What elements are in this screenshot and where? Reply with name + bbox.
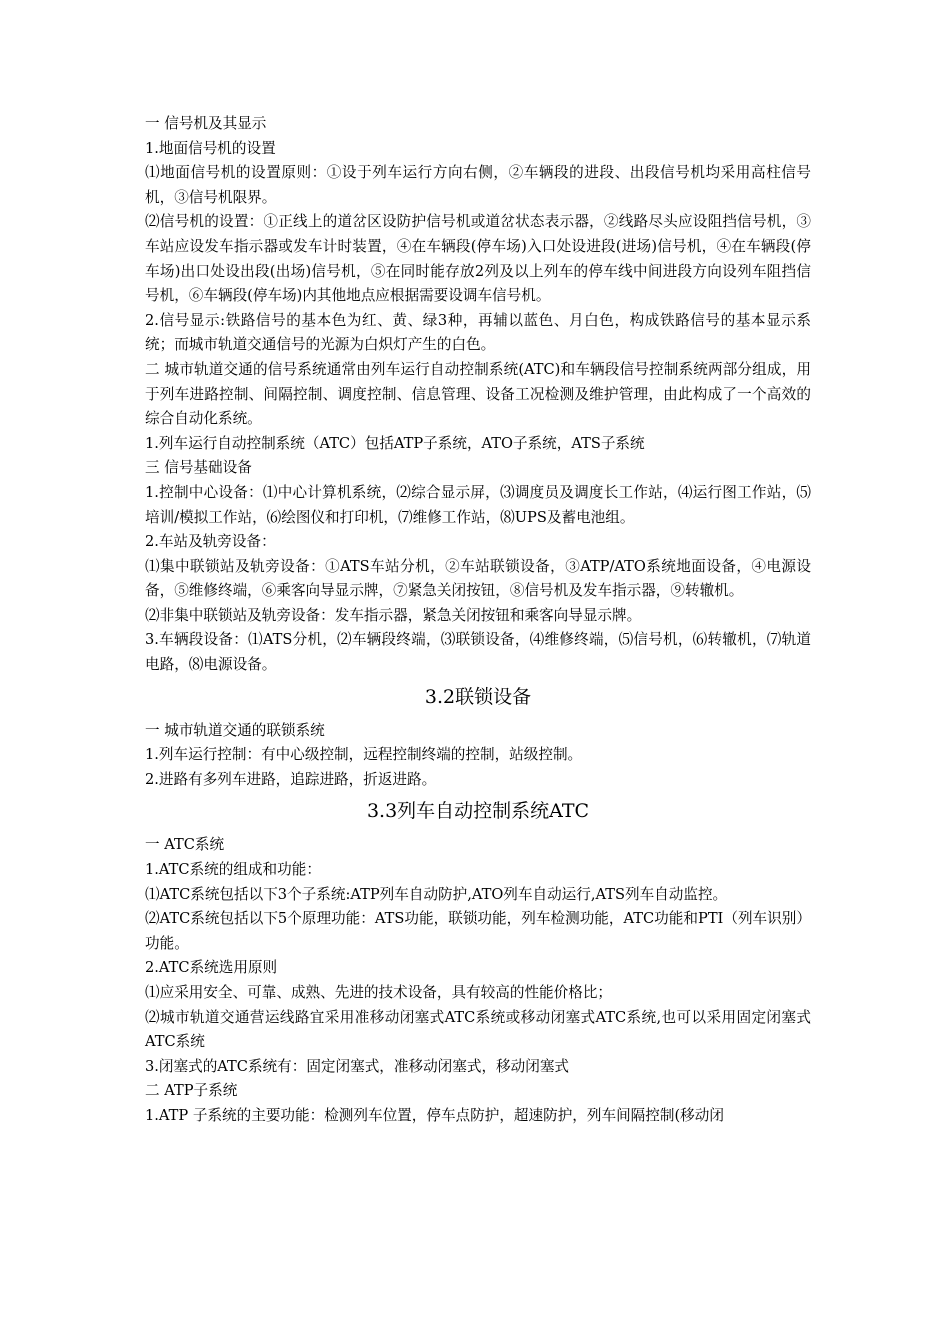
text-paragraph: 1.ATP 子系统的主要功能：检测列车位置，停车点防护，超速防护，列车间隔控制(移动闭 [145,1106,724,1124]
section-heading: 3.3列车自动控制系统ATC [366,800,590,823]
text-paragraph: ⑴地面信号机的设置原则：①设于列车运行方向右侧，②车辆段的进段、出段信号机均采用高柱信号机，③信号机限界。 [145,164,811,206]
text-paragraph: ⑴ATC系统包括以下3个子系统:ATP列车自动防护,ATO列车自动运行,ATS列车自动监控。 [145,885,728,903]
text-paragraph: 二 城市轨道交通的信号系统通常由列车运行自动控制系统(ATC)和车辆段信号控制系统两部分组成，用于列车进路控制、间隔控制、调度控制、信息管理、设备工况检测及维护管理，由此构成了一个高效的综合自动化系统。 [145,360,811,428]
text-paragraph: 2.ATC系统选用原则 [145,959,278,977]
text-paragraph: ⑵ATC系统包括以下5个原理功能：ATS功能，联锁功能，列车检测功能，ATC功能和PTI（列车识别）功能。 [145,910,811,952]
text-paragraph: 2.信号显示:铁路信号的基本色为红、黄、绿3种，再辅以蓝色、月白色，构成铁路信号的基本显示系统；而城市轨道交通信号的光源为白炽灯产生的白色。 [145,311,811,354]
text-paragraph: 2.车站及轨旁设备： [145,533,276,551]
text-paragraph: ⑴应采用安全、可靠、成熟、先进的技术设备，具有较高的性能价格比； [145,984,613,1001]
text-paragraph: ⑴集中联锁站及轨旁设备：①ATS车站分机，②车站联锁设备，③ATP/ATO系统地面设备，④电源设备，⑤维修终端，⑥乘客向导显示牌，⑦紧急关闭按钮，⑧信号机及发车指示器，⑨转辙机。 [145,557,811,600]
text-paragraph: 一 ATC系统 [145,836,225,854]
text-paragraph: 1.列车运行自动控制系统（ATC）包括ATP子系统，ATO子系统，ATS子系统 [145,434,645,452]
section-heading: 3.2联锁设备 [424,685,532,708]
text-paragraph: ⑵信号机的设置：①正线上的道岔区设防护信号机或道岔状态表示器，②线路尽头应设阻挡信号机，③车站应设发车指示器或发车计时装置，④在车辆段(停车场)入口处设进段(进场)信号机，④在车辆段(停车场)出口处设出段(出场)信号机，⑤在同时能存放2列及以上列车的停车线中间进段方向设列车阻挡信号机，⑥车辆段(停车场)内其他地点应根据需要设调车信号机。 [145,213,811,305]
text-paragraph: 1.控制中心设备：⑴中心计算机系统，⑵综合显示屏，⑶调度员及调度长工作站，⑷运行图工作站，⑸培训/模拟工作站，⑹绘图仪和打印机，⑺维修工作站，⑻UPS及蓄电池组。 [145,483,811,526]
text-paragraph: 3.闭塞式的ATC系统有：固定闭塞式，准移动闭塞式，移动闭塞式 [145,1057,570,1075]
text-paragraph: 一 信号机及其显示 [145,115,267,132]
text-paragraph: 1.ATC系统的组成和功能： [145,861,321,879]
text-paragraph: 1.列车运行控制：有中心级控制，远程控制终端的控制，站级控制。 [145,746,583,764]
text-paragraph: ⑵城市轨道交通营运线路宜采用准移动闭塞式ATC系统或移动闭塞式ATC系统,也可以采用固定闭塞式ATC系统 [145,1008,811,1051]
text-paragraph: 一 城市轨道交通的联锁系统 [145,721,325,739]
text-paragraph: 3.车辆段设备：⑴ATS分机，⑵车辆段终端，⑶联锁设备，⑷维修终端，⑸信号机，⑹转辙机，⑺轨道电路，⑻电源设备。 [145,631,811,674]
text-paragraph: 二 ATP子系统 [145,1082,238,1100]
text-paragraph: 2.进路有多列车进路，追踪进路，折返进路。 [145,770,437,788]
document-page [145,112,811,1129]
text-paragraph: 1.地面信号机的设置 [145,139,276,157]
text-paragraph: ⑵非集中联锁站及轨旁设备：发车指示器，紧急关闭按钮和乘客向导显示牌。 [145,606,642,624]
text-paragraph: 三 信号基础设备 [145,459,252,477]
